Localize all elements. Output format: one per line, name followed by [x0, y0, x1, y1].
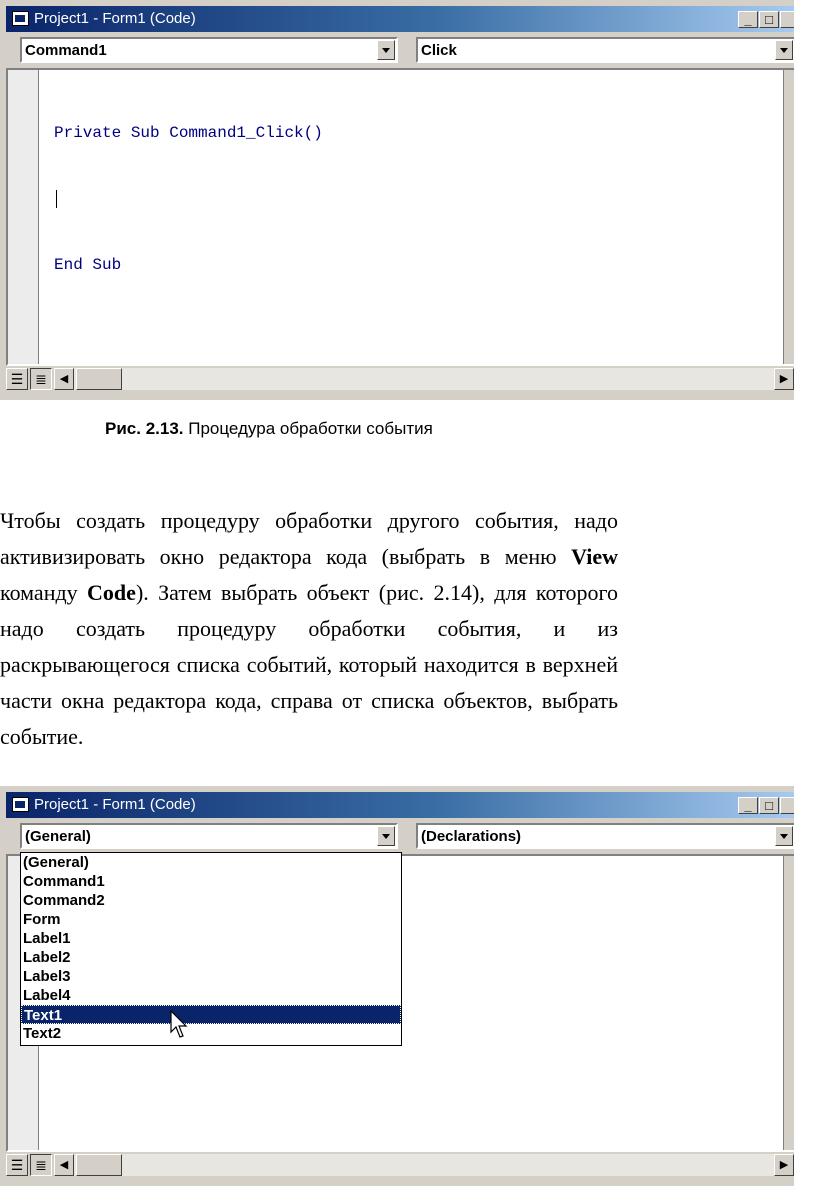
- scroll-left-icon[interactable]: ◀: [54, 1154, 74, 1176]
- minimize-icon[interactable]: _: [738, 11, 758, 28]
- procedure-view-icon[interactable]: ☰: [6, 1154, 28, 1176]
- full-module-view-icon[interactable]: ≣: [30, 368, 52, 390]
- object-combo[interactable]: [20, 37, 398, 63]
- list-item[interactable]: Form: [23, 911, 61, 928]
- procedure-combo[interactable]: [416, 37, 794, 63]
- horizontal-scrollbar[interactable]: [54, 368, 794, 390]
- procedure-combo[interactable]: [416, 823, 794, 849]
- form-window-icon: [12, 11, 29, 26]
- vertical-scrollbar[interactable]: [783, 856, 794, 1150]
- window-titlebar[interactable]: [6, 6, 794, 32]
- window-titlebar[interactable]: [6, 792, 794, 818]
- scroll-left-icon[interactable]: ◀: [54, 368, 74, 390]
- menu-name: View: [571, 544, 618, 569]
- scroll-right-icon[interactable]: ▶: [774, 368, 794, 390]
- object-combo-value: Command1: [25, 42, 107, 59]
- form-window-icon: [12, 797, 29, 812]
- chevron-down-icon[interactable]: [377, 40, 395, 60]
- window-title: Project1 - Form1 (Code): [34, 796, 196, 813]
- scroll-thumb[interactable]: [76, 1154, 122, 1176]
- margin-indicator-bar: [8, 70, 39, 364]
- full-module-view-icon[interactable]: ≣: [30, 1154, 52, 1176]
- scroll-thumb[interactable]: [76, 368, 122, 390]
- list-item[interactable]: (General): [23, 854, 89, 871]
- editor-bottom-bar: [6, 1154, 794, 1176]
- code-line: Private Sub Command1_Click(): [54, 124, 323, 142]
- procedure-combo-value: Click: [421, 42, 457, 59]
- procedure-view-icon[interactable]: ☰: [6, 368, 28, 390]
- code-window: [0, 0, 794, 400]
- para-text: Чтобы создать процедуру обработки другого события, надо активизировать окно редактора кода (выбрать в меню: [0, 508, 618, 569]
- body-paragraph: [0, 503, 618, 755]
- object-combo-value: (General): [25, 828, 91, 845]
- chevron-down-icon[interactable]: [775, 40, 793, 60]
- close-icon[interactable]: [780, 797, 794, 814]
- minimize-icon[interactable]: _: [738, 797, 758, 814]
- code-editor[interactable]: [6, 68, 794, 366]
- list-item[interactable]: Label3: [23, 968, 71, 985]
- para-text: команду: [0, 580, 88, 605]
- editor-bottom-bar: [6, 368, 794, 390]
- command-name: Code: [87, 580, 136, 605]
- list-item[interactable]: Label2: [23, 949, 71, 966]
- scroll-right-icon[interactable]: ▶: [774, 1154, 794, 1176]
- list-item[interactable]: Command2: [23, 892, 105, 909]
- close-icon[interactable]: [780, 11, 794, 28]
- para-text: ). Затем выбрать объект (рис. 2.14), для которого надо создать процедуру обработки события, и из раскрывающегося списка событий, который находится в верхней части окна редактора кода, справа от списка объектов, выбрать событие.: [0, 580, 618, 749]
- code-text[interactable]: [54, 78, 323, 320]
- list-item-selected[interactable]: Text1: [21, 1005, 401, 1024]
- object-dropdown-list[interactable]: [20, 852, 402, 1046]
- figure-caption-text: Процедура обработки события: [188, 419, 433, 438]
- horizontal-scrollbar[interactable]: [54, 1154, 794, 1176]
- object-combo[interactable]: [20, 823, 398, 849]
- figure-caption: [105, 419, 433, 439]
- vertical-scrollbar[interactable]: [783, 70, 794, 364]
- list-item[interactable]: Label1: [23, 930, 71, 947]
- chevron-down-icon[interactable]: [775, 826, 793, 846]
- list-item[interactable]: Command1: [23, 873, 105, 890]
- figure-label: Рис. 2.13.: [105, 419, 184, 438]
- chevron-down-icon[interactable]: [377, 826, 395, 846]
- mouse-pointer-icon: [170, 1010, 190, 1040]
- maximize-icon[interactable]: □: [759, 797, 779, 814]
- text-caret: [56, 190, 57, 208]
- maximize-icon[interactable]: □: [759, 11, 779, 28]
- window-title: Project1 - Form1 (Code): [34, 10, 196, 27]
- code-line: End Sub: [54, 256, 122, 274]
- list-item[interactable]: Label4: [23, 987, 71, 1004]
- procedure-combo-value: (Declarations): [421, 828, 522, 845]
- list-item[interactable]: Text2: [23, 1025, 62, 1042]
